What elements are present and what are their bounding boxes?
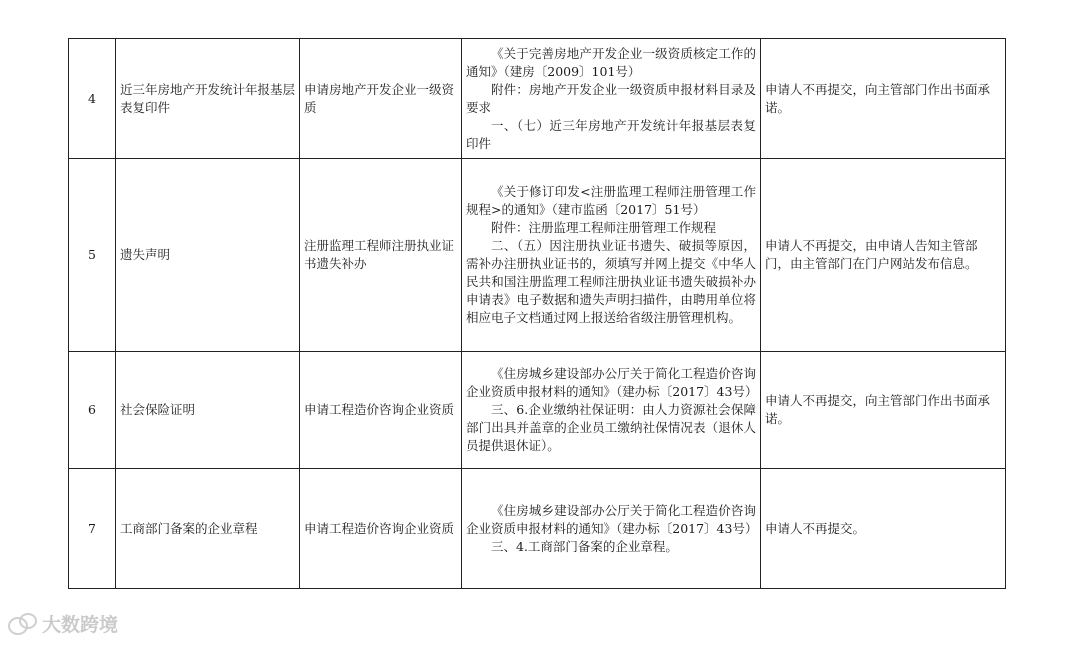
material-name: 社会保险证明 [116,352,300,469]
basis-line: 附件：注册监理工程师注册管理工作规程 [491,220,717,235]
reform-measure: 申请人不再提交。 [761,469,1006,589]
policy-basis [462,159,761,352]
basis-line: 附件：房地产开发企业一级资质申报材料目录及要求 [466,81,756,115]
basis-line: 一、（七）近三年房地产开发统计年报基层表复印件 [466,117,756,151]
table-row [69,469,1006,589]
table-row [69,39,1006,159]
document-table [68,38,1006,589]
matter-name: 申请工程造价咨询企业资质 [300,469,462,589]
table-row [69,159,1006,352]
row-number: 5 [69,159,116,352]
watermark [8,610,118,637]
matter-name: 注册监理工程师注册执业证书遗失补办 [300,159,462,352]
row-number: 6 [69,352,116,469]
basis-line: 《关于完善房地产开发企业一级资质核定工作的通知》（建房〔2009〕101号） [466,45,756,79]
row-number: 4 [69,39,116,159]
basis-line: 三、4.工商部门备案的企业章程。 [491,538,678,554]
reform-measure: 申请人不再提交，由申请人告知主管部门，由主管部门在门户网站发布信息。 [761,159,1006,352]
watermark-text: 大数跨境 [42,614,119,636]
chat-bubbles-logo-icon [8,613,36,635]
basis-line: 《关于修订印发<注册监理工程师注册管理工作规程>的通知》（建市监函〔2017〕51号） [466,184,756,217]
matter-name: 申请房地产开发企业一级资质 [300,39,462,159]
material-name: 工商部门备案的企业章程 [116,469,300,589]
policy-basis [462,352,761,469]
basis-line: 《住房城乡建设部办公厅关于简化工程造价咨询企业资质申报材料的通知》（建办标〔2017〕43号） [466,502,758,536]
material-name: 近三年房地产开发统计年报基层表复印件 [116,39,300,159]
policy-basis [462,469,761,589]
table-row [69,352,1006,469]
reform-measure: 申请人不再提交，向主管部门作出书面承诺。 [761,39,1006,159]
basis-line: 二、（五）因注册执业证书遗失、破损等原因，需补办注册执业证书的，须填写并网上提交《中华人民共和国注册监理工程师注册执业证书遗失破损补办申请表》电子数据和遗失声明扫描件，由聘用单位将相应电子文档通过网上报送给省级注册管理机构。 [466,238,756,325]
row-number: 7 [69,469,116,589]
matter-name: 申请工程造价咨询企业资质 [300,352,462,469]
reform-measure: 申请人不再提交，向主管部门作出书面承诺。 [761,352,1006,469]
basis-line: 《住房城乡建设部办公厅关于简化工程造价咨询企业资质申报材料的通知》（建办标〔2017〕43号） [466,366,758,399]
policy-basis [462,39,761,159]
material-name: 遗失声明 [116,159,300,352]
basis-line: 三、6.企业缴纳社保证明：由人力资源社会保障部门出具并盖章的企业员工缴纳社保情况表（退休人员提供退休证）。 [466,402,756,453]
